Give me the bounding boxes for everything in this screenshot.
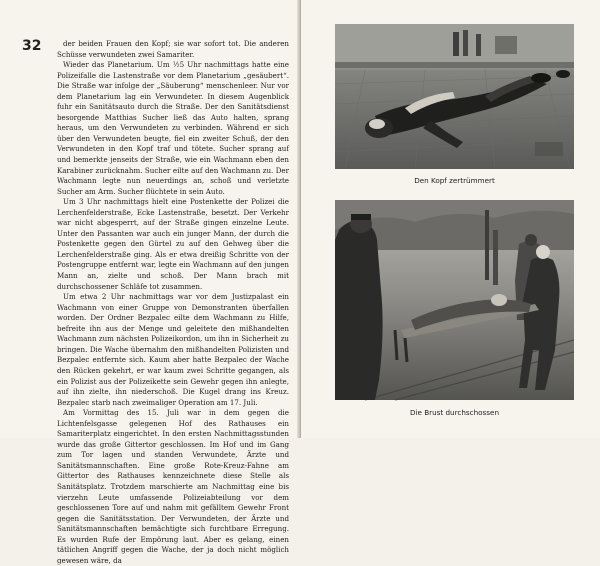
photo-stretcher-image xyxy=(335,200,574,400)
caption-bottom-photo: Die Brust durchschossen xyxy=(409,408,500,417)
photo-stretcher xyxy=(335,200,574,400)
paragraph: Wieder das Planetarium. Um ½5 Uhr nachmittags hatte eine Polizeifalle die Lastenstraße vor dem Planetarium „gesäubert“. Die Straße war infolge der „Säuberung“ menschenleer. Nur vor dem Planetarium lag ein Verwundeter. In diesem Augenblick fuhr ein Sanitätsauto durch die Straße. Der den Sanitätsdienst besorgende Matthias Sucher ließ das Auto halten, sprang heraus, um den Verwundeten zu verbinden. Während er sich über den Verwundeten beugte, fiel ein zweiter Schuß, der den Verwundeten in den Kopf traf und tötete. Sucher sprang auf und bemerkte jenseits der Straße, wie ein Wachmann eben den Karabiner zurücknahm. Sucher eilte auf den Wachmann zu. Der Wachmann legte nun neuerdings an, schoß und verletzte Sucher am Arm. Sucher flüchtete in sein Auto. xyxy=(57,60,289,196)
photo-victim-lying xyxy=(335,24,574,169)
left-page xyxy=(0,0,299,565)
photo-victim-lying-image xyxy=(335,24,574,169)
paragraph: Um 3 Uhr nachmittags hielt eine Postenkette der Polizei die Lerchenfelderstraße, Ecke Lastenstraße, besetzt. Der Verkehr war nicht abgesperrt, auf der Straße gingen einzelne Leute. Unter den Passanten war auch ein junger Mann, der durch die Postenkette gegen den Gürtel zu auf den Gehweg über die Lerchenfelderstraße ging. Als er etwa dreißig Schritte von der Postengruppe entfernt war, legte ein Wachmann auf den jungen Mann an, zielte und schoß. Der Mann brach mit durchschossener Schläfe tot zusammen. xyxy=(57,197,289,291)
paragraph: der beiden Frauen den Kopf; sie war sofort tot. Die anderen Schüsse verwundeten zwei Samariter. xyxy=(57,39,289,59)
body-text xyxy=(57,39,289,566)
paragraph: Am Vormittag des 15. Juli war in dem gegen die Lichtenfelsgasse gelegenen Hof des Rathauses ein Samariterplatz eingerichtet. In den ersten Nachmittagsstunden wurde das große Gittertor geschlossen. Im Hof und im Gang zum Tor lagen und standen Verwundete, Ärzte und Sanitätsmannschaften. Eine große Rote-Kreuz-Fahne am Gittertor des Rathauses kennzeichnete diese Stelle als Sanitätsplatz. Trotzdem marschierte am Nachmittag eine bis vierzehn Leute umfassende Polizeiabteilung vor dem geschlossenen Tore auf und nahm mit gefälltem Gewehr Front gegen die Sanitätsstation. Der Verwundeten, der Ärzte und Sanitätsmannschaften bemächtigte sich furchtbare Erregung. Es wurden Rufe der Empörung laut. Aber es gelang, einen tätlichen Angriff gegen die Wache, der ja doch nicht möglich gewesen wäre, da xyxy=(57,408,289,565)
right-page xyxy=(301,0,600,438)
caption-top-photo: Den Kopf zertrümmert xyxy=(414,176,495,185)
page-number: 32 xyxy=(22,38,42,54)
paragraph: Um etwa 2 Uhr nachmittags war vor dem Justizpalast ein Wachmann von einer Gruppe von Demonstranten überfallen worden. Der Ordner Bezpalec eilte dem Wachmann zu Hilfe, befreite ihn aus der Menge und geleitete den mißhandelten Wachmann zum nächsten Polizeikordon, um ihn in Sicherheit zu bringen. Die Wache übernahm den mißhandelten Polizisten und Bezpalec entfernte sich. Kaum aber hatte Bezpalec der Wache den Rücken gekehrt, er war kaum zwei Schritte gegangen, als ein Polizist aus der Polizeikette sein Gewehr gegen ihn anlegte, auf ihn zielte, ihn niederschoß. Die Kugel drang ins Kreuz. Bezpalec starb nach zweimaliger Operation am 17. Juli. xyxy=(57,292,289,407)
